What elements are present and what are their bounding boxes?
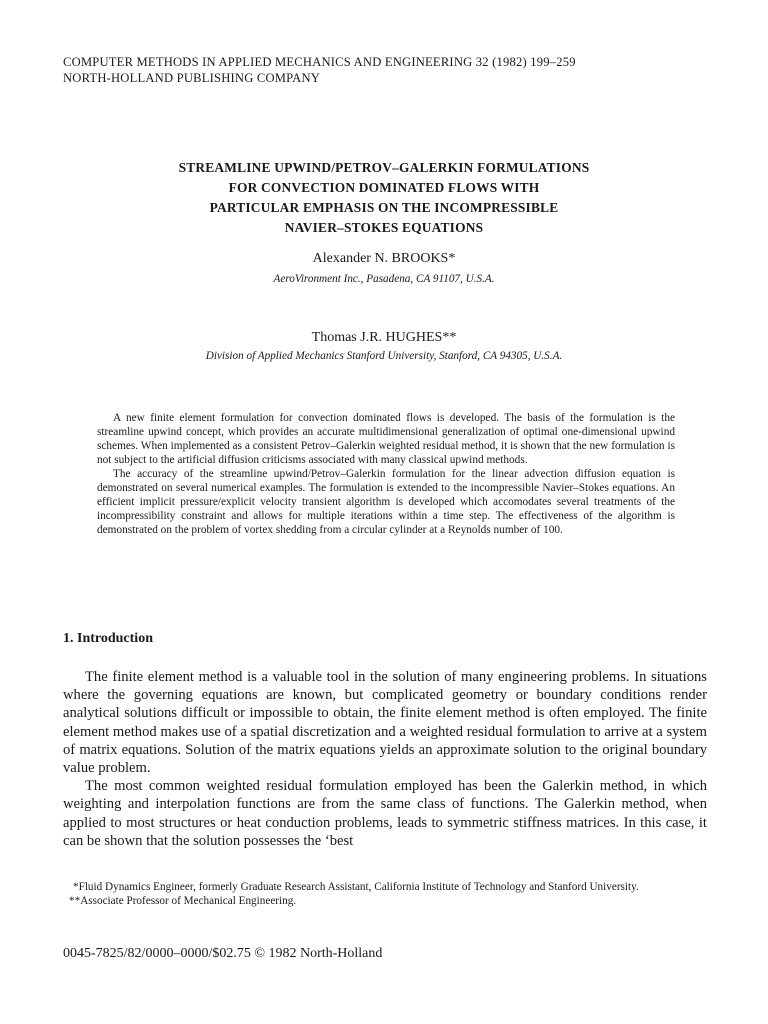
journal-header	[63, 54, 576, 86]
author-name-2: Thomas J.R. HUGHES**	[311, 330, 457, 345]
body-paragraph-1: The finite element method is a valuable tool in the solution of many engineering problems. In situations where the governing equations are known, but complicated geometry or boundary conditions render analytical solutions difficult or impossible to obtain, the finite element method is often employed. The finite element method makes use of a spatial discretization and a weighted residual formulation to arrive at a system of matrix equations. Solution of the matrix equations yields an approximate solution to the original boundary value problem.	[63, 669, 707, 777]
abstract	[97, 411, 675, 537]
footnote-2: **Associate Professor of Mechanical Engineering.	[69, 895, 297, 907]
footnote-1: *Fluid Dynamics Engineer, formerly Graduate Research Assistant, California Institute of Technology and Stanford University.	[73, 881, 639, 893]
body-paragraph-2: The most common weighted residual formulation employed has been the Galerkin method, in which weighting and interpolation functions are from the same class of functions. The Galerkin method, when applied to most structures or heat conduction problems, leads to symmetric stiffness matrices. In this case, it can be shown that the solution possesses the ‘best	[63, 778, 707, 849]
author-affiliation-2: Division of Applied Mechanics Stanford University, Stanford, CA 94305, U.S.A.	[205, 350, 563, 362]
journal-citation: COMPUTER METHODS IN APPLIED MECHANICS AND ENGINEERING 32 (1982) 199–259	[63, 55, 576, 69]
title-line-1: STREAMLINE UPWIND/PETROV–GALERKIN FORMULATIONS	[178, 160, 590, 175]
paper-title	[100, 158, 668, 238]
footnotes	[63, 880, 707, 908]
title-line-4: NAVIER–STOKES EQUATIONS	[284, 220, 484, 235]
author-name-1: Alexander N. BROOKS*	[312, 251, 456, 266]
body-text	[63, 668, 707, 850]
publisher: NORTH-HOLLAND PUBLISHING COMPANY	[63, 71, 321, 85]
title-line-2: FOR CONVECTION DOMINATED FLOWS WITH	[228, 180, 540, 195]
title-line-3: PARTICULAR EMPHASIS ON THE INCOMPRESSIBLE	[209, 200, 559, 215]
abstract-paragraph-1: A new finite element formulation for convection dominated flows is developed. The basis of the formulation is the streamline upwind concept, which provides an accurate multidimensional generalization of optimal one-dimensional upwind schemes. When implemented as a consistent Petrov–Galerkin weighted residual method, it is shown that the new formulation is not subject to the artificial diffusion criticisms associated with many classical upwind methods.	[97, 412, 675, 466]
section-heading: 1. Introduction	[63, 631, 153, 646]
author-affiliation-1: AeroVironment Inc., Pasadena, CA 91107, U.S.A.	[273, 273, 495, 285]
abstract-paragraph-2: The accuracy of the streamline upwind/Petrov–Galerkin formulation for the linear advection diffusion equation is demonstrated on several numerical examples. The formulation is extended to the incompressible Navier–Stokes equations. An efficient implicit pressure/explicit velocity transient algorithm is developed which accomodates several treatments of the incompressibility constraint and allows for multiple iterations within a time step. The effectiveness of the algorithm is demonstrated on the problem of vortex shedding from a circular cylinder at a Reynolds number of 100.	[97, 468, 675, 536]
copyright-line: 0045-7825/82/0000–0000/$02.75 © 1982 North-Holland	[63, 946, 383, 961]
